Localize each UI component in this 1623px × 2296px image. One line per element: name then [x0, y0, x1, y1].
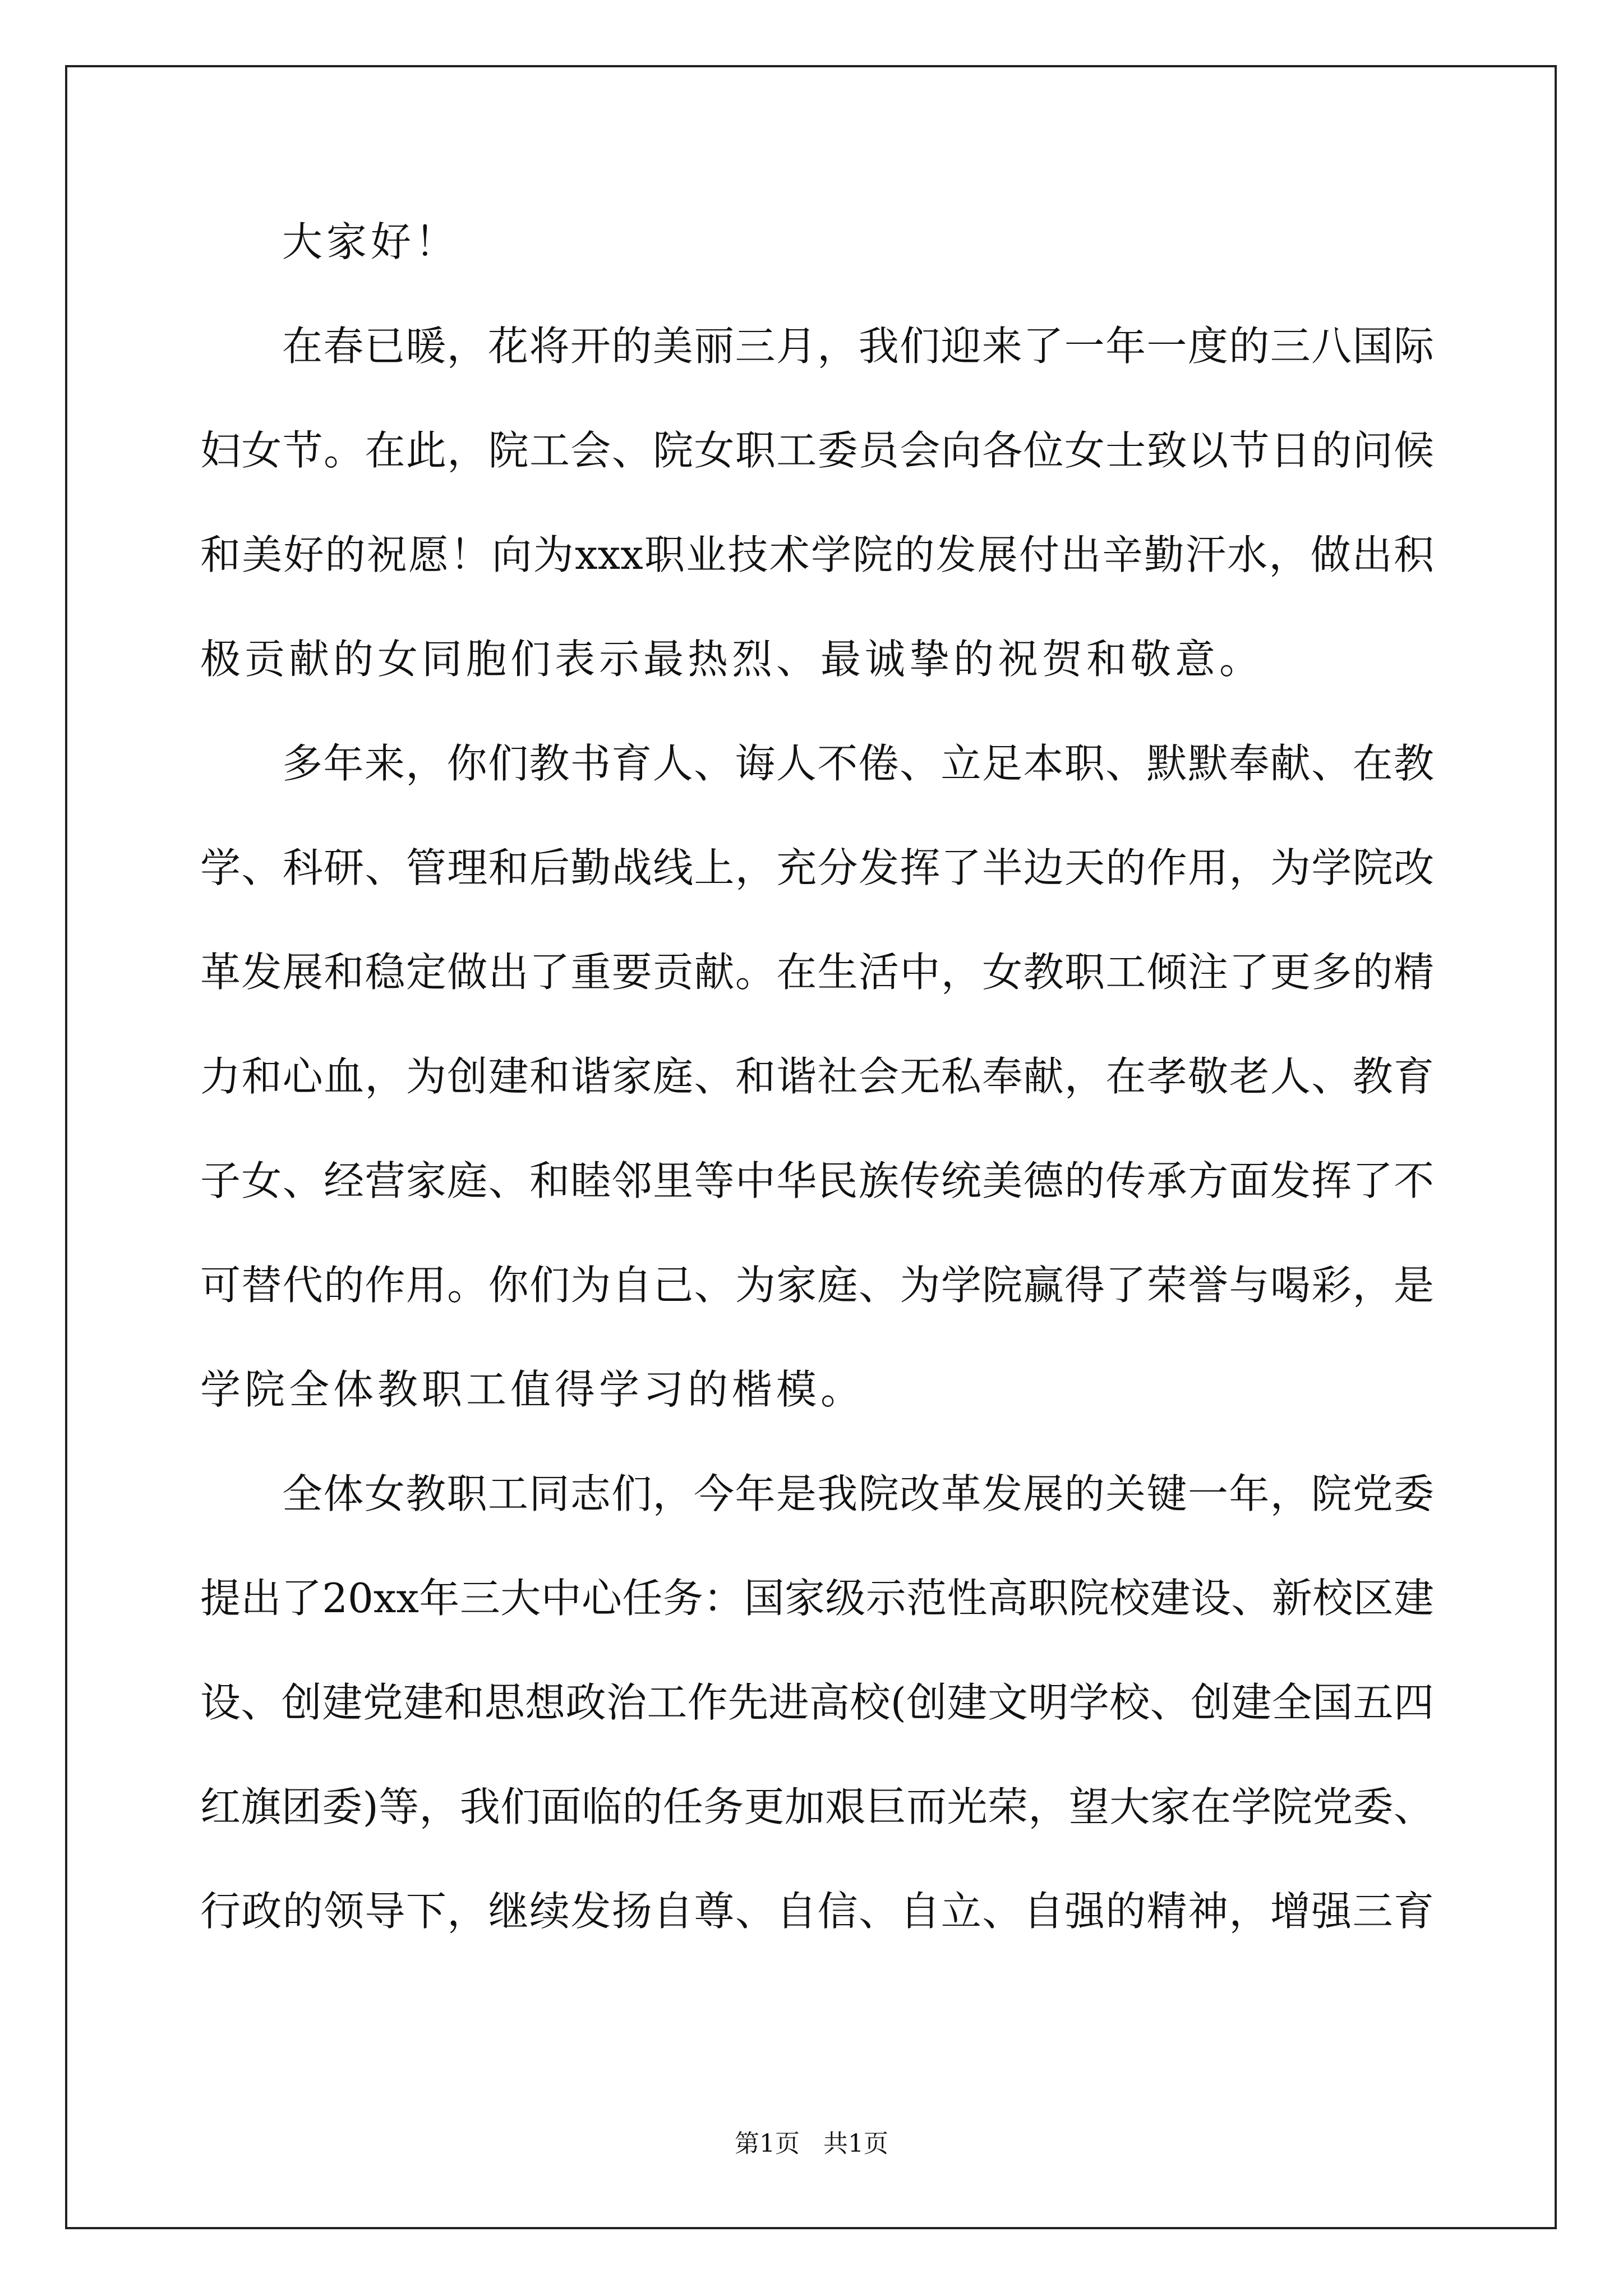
paragraph-3-line-3: 设、创建党建和思想政治工作先进高校(创建文明学校、创建全国五四: [200, 1679, 1434, 1726]
paragraph-3-line-2: 提出了20xx年三大中心任务：国家级示范性高职院校建设、新校区建: [200, 1575, 1434, 1622]
paragraph-1-line-3: 和美好的祝愿！向为xxx职业技术学院的发展付出辛勤汗水，做出积: [200, 531, 1434, 578]
paragraph-2-line-4: 力和心血，为创建和谐家庭、和谐社会无私奉献，在孝敬老人、教育: [200, 1053, 1434, 1100]
paragraph-1-line-1: 在春已暖，花将开的美丽三月，我们迎来了一年一度的三八国际: [282, 323, 1434, 370]
greeting-line: 大家好！: [282, 218, 460, 265]
total-pages: 共1页: [823, 2129, 888, 2158]
paragraph-3-line-1: 全体女教职工同志们，今年是我院改革发展的关键一年，院党委: [282, 1470, 1434, 1517]
paragraph-3-line-5: 行政的领导下，继续发扬自尊、自信、自立、自强的精神，增强三育: [200, 1888, 1434, 1935]
page-footer: [0, 2129, 1623, 2158]
paragraph-1-line-2: 妇女节。在此，院工会、院女职工委员会向各位女士致以节日的问候: [200, 427, 1434, 474]
paragraph-1-line-4: 极贡献的女同胞们表示最热烈、最诚挚的祝贺和敬意。: [200, 636, 1264, 683]
paragraph-2-line-7: 学院全体教职工值得学习的楷模。: [200, 1366, 865, 1413]
paragraph-2-line-1: 多年来，你们教书育人、诲人不倦、立足本职、默默奉献、在教: [282, 740, 1434, 787]
page-number: 第1页: [735, 2129, 800, 2158]
paragraph-2-line-3: 革发展和稳定做出了重要贡献。在生活中，女教职工倾注了更多的精: [200, 949, 1434, 996]
paragraph-3-line-4: 红旗团委)等，我们面临的任务更加艰巨而光荣，望大家在学院党委、: [200, 1783, 1434, 1830]
paragraph-2-line-2: 学、科研、管理和后勤战线上，充分发挥了半边天的作用，为学院改: [200, 844, 1434, 891]
paragraph-2-line-5: 子女、经营家庭、和睦邻里等中华民族传统美德的传承方面发挥了不: [200, 1157, 1434, 1204]
paragraph-2-line-6: 可替代的作用。你们为自己、为家庭、为学院赢得了荣誉与喝彩，是: [200, 1262, 1434, 1309]
